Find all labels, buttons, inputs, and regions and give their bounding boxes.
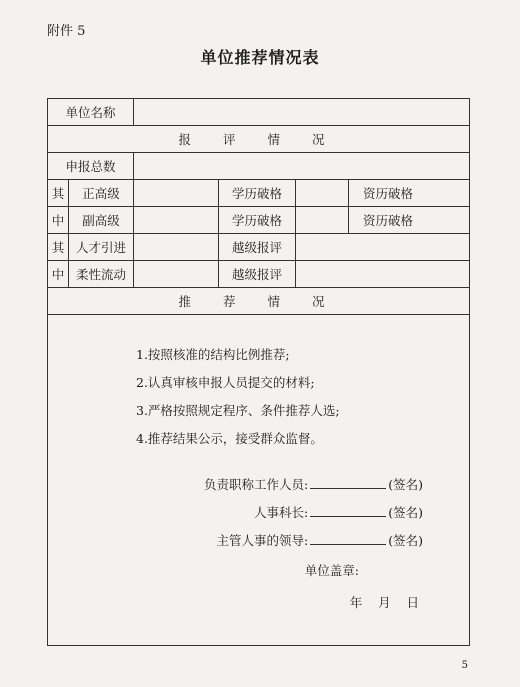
talent-row <box>48 234 470 261</box>
attachment-label: 附件 5 <box>47 24 86 39</box>
deputy-break-edu-label: 学历破格 <box>219 207 296 234</box>
recommend-body <box>48 315 470 646</box>
recommend-body-row <box>48 315 470 646</box>
group2-side-bottom: 中 <box>48 261 69 288</box>
talent-skip-label: 越级报评 <box>219 234 296 261</box>
group1-side-top: 其 <box>48 180 69 207</box>
item-1: 1.按照核准的结构比例推荐; <box>136 347 290 362</box>
date-label: 年 月 日 <box>349 595 419 610</box>
report-section-header: 报 评 情 况 <box>48 126 470 153</box>
recommendation-form-table <box>47 98 470 646</box>
item-4: 4.推荐结果公示，接受群众监督。 <box>136 431 323 446</box>
seal-label: 单位盖章: <box>304 563 359 578</box>
deputy-row <box>48 207 470 234</box>
senior-label: 正高级 <box>69 180 134 207</box>
unit-name-field[interactable] <box>134 99 470 126</box>
leader-signature <box>217 531 423 549</box>
recommend-section-header: 推 荐 情 况 <box>48 288 470 315</box>
talent-skip-field[interactable] <box>296 234 470 261</box>
total-label: 申报总数 <box>48 153 134 180</box>
senior-break-edu-field[interactable] <box>296 180 349 207</box>
talent-field[interactable] <box>134 234 219 261</box>
deputy-field[interactable] <box>134 207 219 234</box>
leader-label: 主管人事的领导: <box>216 533 309 548</box>
total-row <box>48 153 470 180</box>
leader-sign-note: (签名) <box>388 533 423 548</box>
senior-field[interactable] <box>134 180 219 207</box>
leader-sign-line[interactable] <box>310 544 386 545</box>
total-field[interactable] <box>134 153 470 180</box>
hr-sign-note: (签名) <box>388 505 423 520</box>
hr-signature <box>254 503 423 521</box>
hr-sign-line[interactable] <box>310 516 386 517</box>
responsible-label: 负责职称工作人员: <box>204 477 309 492</box>
flexible-skip-field[interactable] <box>296 261 470 288</box>
unit-name-label: 单位名称 <box>48 99 134 126</box>
group2-side-top: 其 <box>48 234 69 261</box>
deputy-break-edu-field[interactable] <box>296 207 349 234</box>
senior-break-qual-label: 资历破格 <box>349 180 470 207</box>
item-2: 2.认真审核申报人员提交的材料; <box>136 375 315 390</box>
item-3: 3.严格按照规定程序、条件推荐人选; <box>136 403 340 418</box>
recommend-section-row <box>48 288 470 315</box>
report-section-row <box>48 126 470 153</box>
recommend-items <box>136 341 340 453</box>
responsible-sign-note: (签名) <box>388 477 423 492</box>
page-number: 5 <box>461 660 468 671</box>
hr-label: 人事科长: <box>254 505 309 520</box>
flexible-row <box>48 261 470 288</box>
flexible-field[interactable] <box>134 261 219 288</box>
responsible-sign-line[interactable] <box>310 488 386 489</box>
group1-side-bottom: 中 <box>48 207 69 234</box>
flexible-label: 柔性流动 <box>69 261 134 288</box>
senior-break-edu-label: 学历破格 <box>219 180 296 207</box>
senior-row <box>48 180 470 207</box>
deputy-break-qual-label: 资历破格 <box>349 207 470 234</box>
flexible-skip-label: 越级报评 <box>219 261 296 288</box>
talent-label: 人才引进 <box>69 234 134 261</box>
form-title: 单位推荐情况表 <box>200 48 320 67</box>
deputy-label: 副高级 <box>69 207 134 234</box>
unit-name-row <box>48 99 470 126</box>
responsible-signature <box>204 475 423 493</box>
